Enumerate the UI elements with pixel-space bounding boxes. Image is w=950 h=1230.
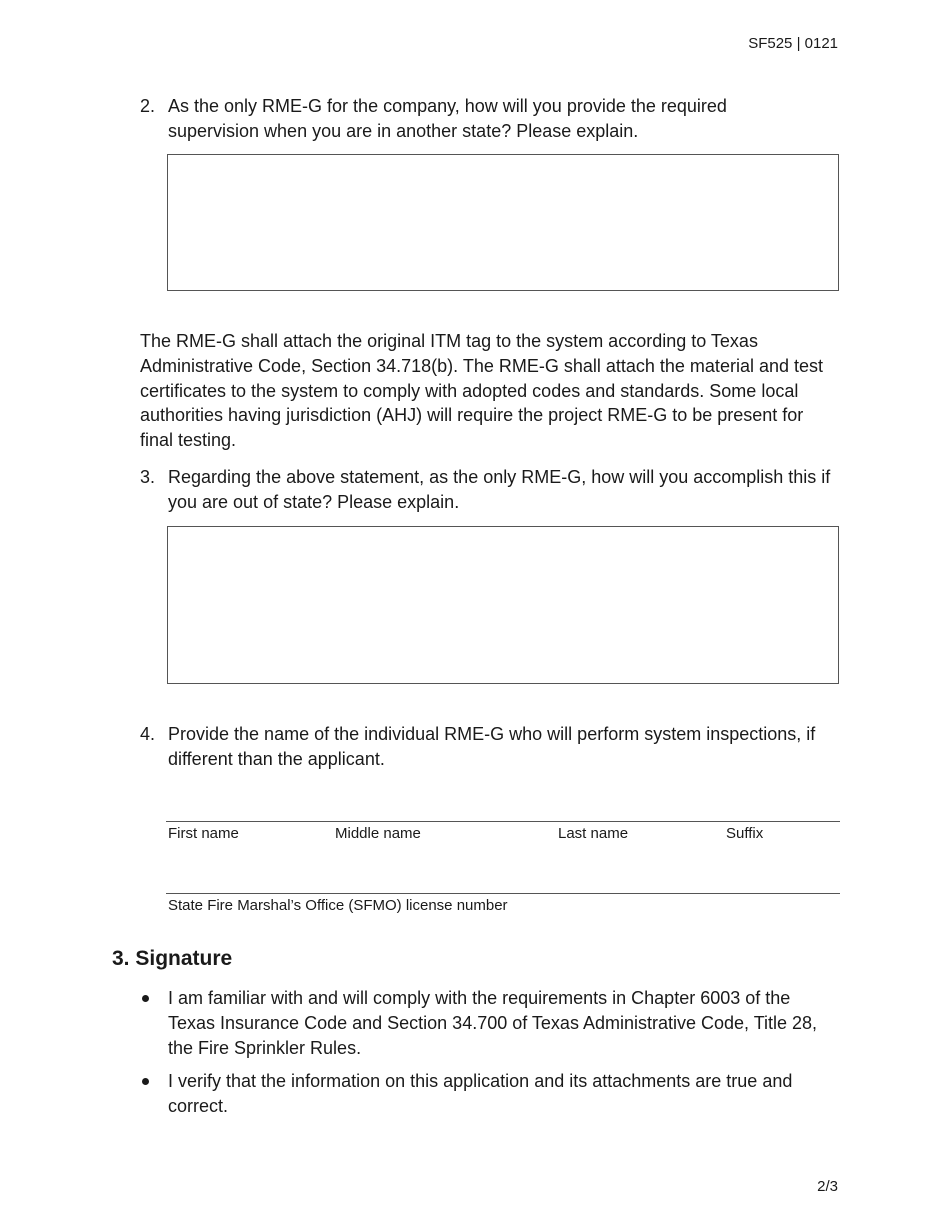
last-name-label: Last name (558, 825, 629, 842)
signature-section-title: 3. Signature (112, 947, 233, 970)
name-fields-rule[interactable] (166, 821, 840, 822)
middle-name-label: Middle name (335, 825, 421, 842)
itm-tag-statement: The RME-G shall attach the original ITM tag to the system according to Texas Administrative Code, Section 34.718(b). The RME-G shall attach the material and test certificates to the system to comply with adopted codes and standards. Some local authorities having jurisdiction (AHJ) will require the project RME-G to be present for final testing. (140, 331, 823, 451)
form-id: SF525 | 0121 (748, 35, 838, 52)
bullet-icon (142, 1078, 149, 1085)
question-2-answer-box[interactable] (167, 154, 839, 291)
page-number: 2/3 (817, 1178, 838, 1195)
question-2-text: As the only RME-G for the company, how will you provide the required supervision when you are in another state? Please explain. (168, 96, 727, 141)
question-3-answer-box[interactable] (167, 526, 839, 684)
signature-bullet-2: I verify that the information on this application and its attachments are true and correct. (168, 1071, 793, 1116)
license-number-label: State Fire Marshal’s Office (SFMO) license number (168, 897, 508, 914)
first-name-label: First name (168, 825, 239, 842)
question-4-text: Provide the name of the individual RME-G who will perform system inspections, if different than the applicant. (168, 724, 816, 769)
question-3-number: 3. (140, 467, 156, 487)
signature-bullet-1: I am familiar with and will comply with the requirements in Chapter 6003 of the Texas Insurance Code and Section 34.700 of Texas Administrative Code, Title 28, the Fire Sprinkler Rules. (168, 988, 818, 1058)
suffix-label: Suffix (726, 825, 764, 842)
question-2-number: 2. (140, 96, 156, 116)
question-3-text: Regarding the above statement, as the only RME-G, how will you accomplish this if you are out of state? Please explain. (168, 467, 831, 512)
bullet-icon (142, 995, 149, 1002)
question-4-number: 4. (140, 724, 156, 744)
license-number-rule[interactable] (166, 893, 840, 894)
